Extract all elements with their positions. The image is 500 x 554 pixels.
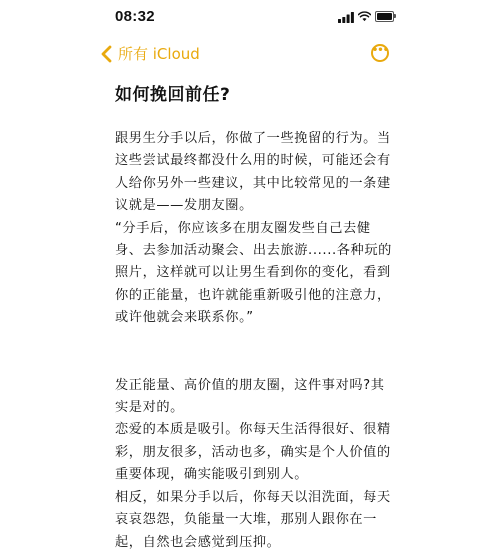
status-time: 08:32 bbox=[115, 8, 155, 25]
note-block-2 bbox=[115, 375, 395, 554]
note-title: 如何挽回前任? bbox=[115, 85, 231, 105]
more-options-button[interactable] bbox=[371, 44, 389, 62]
back-button[interactable] bbox=[100, 43, 200, 64]
note-paragraph: 发正能量、高价值的朋友圈，这件事对吗?其实是对的。 bbox=[115, 377, 385, 416]
note-paragraph: 相反，如果分手以后，你每天以泪洗面，每天哀哀怨怨，负能量一大堆，那别人跟你在一起，自然也会感觉到压抑。 bbox=[115, 489, 391, 550]
battery-icon bbox=[375, 11, 394, 22]
note-block-1 bbox=[115, 128, 395, 330]
note-paragraph: “分手后，你应该多在朋友圈发些自己去健身、去参加活动聚会、出去旅游......各种玩的照片，这样就可以让男生看到你的变化，看到你的正能量，也许就能重新吸引他的注意力，或许他就会来联系你。” bbox=[115, 220, 392, 326]
status-bar bbox=[0, 0, 500, 36]
cellular-signal-icon bbox=[338, 12, 354, 23]
note-body[interactable] bbox=[115, 84, 395, 554]
ellipsis-circle-icon: ••• bbox=[371, 45, 389, 56]
chevron-left-icon bbox=[100, 45, 114, 63]
back-label: 所有 iCloud bbox=[118, 45, 200, 63]
wifi-icon bbox=[358, 11, 371, 22]
battery-level bbox=[377, 13, 392, 20]
note-paragraph: 恋爱的本质是吸引。你每天生活得很好、很精彩，朋友很多，活动也多，确实是个人价值的重要体现，确实能吸引到别人。 bbox=[115, 422, 391, 483]
note-paragraph: 跟男生分手以后，你做了一些挽留的行为。当这些尝试最终都没什么用的时候，可能还会有人给你另外一些建议，其中比较常见的一条建议就是——发朋友圈。 bbox=[115, 131, 391, 214]
navigation-bar bbox=[0, 36, 500, 72]
